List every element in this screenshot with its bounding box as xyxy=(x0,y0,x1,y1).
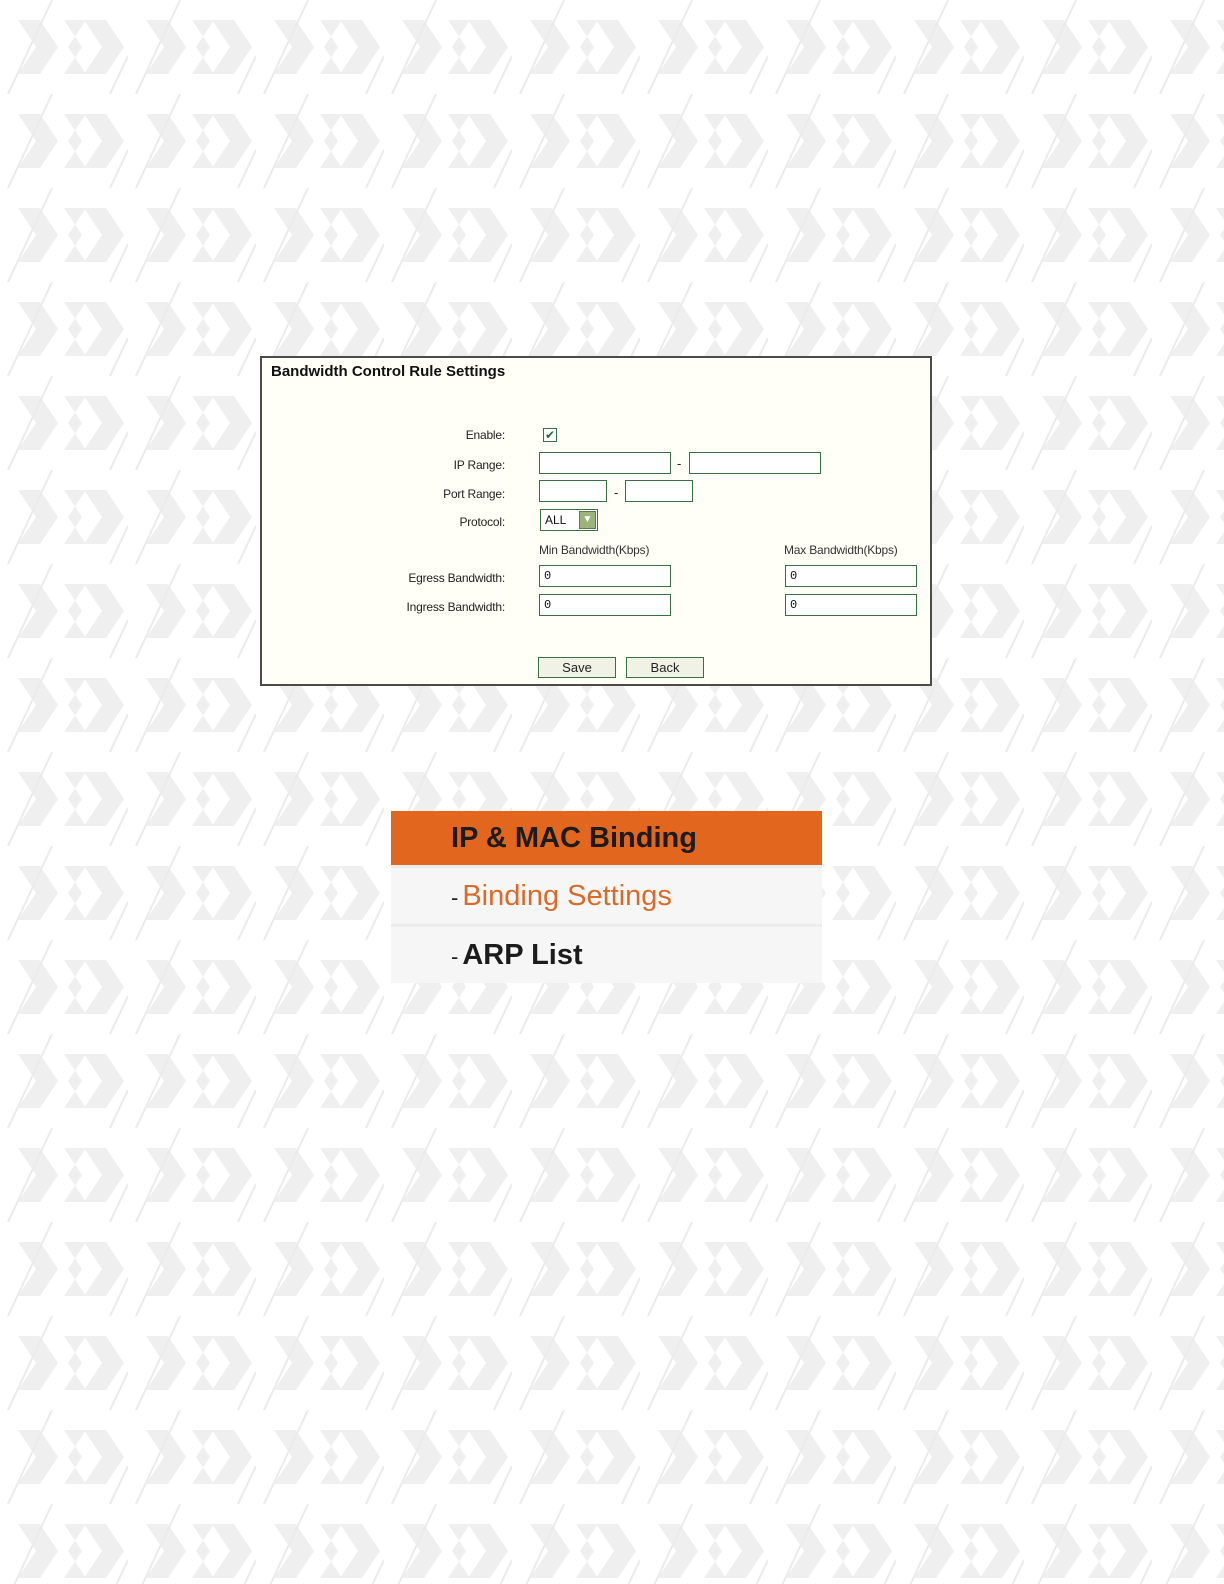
menu-item-label: Binding Settings xyxy=(462,880,672,912)
port-range-start-field[interactable] xyxy=(539,480,607,502)
ip-mac-binding-menu xyxy=(391,811,822,983)
egress-max-field[interactable]: 0 xyxy=(785,565,917,587)
ip-range-separator: - xyxy=(677,456,682,471)
egress-min-field[interactable]: 0 xyxy=(539,565,671,587)
panel-title: Bandwidth Control Rule Settings xyxy=(271,363,506,380)
protocol-label: Protocol: xyxy=(459,515,505,529)
max-bandwidth-column-header: Max Bandwidth(Kbps) xyxy=(784,543,898,557)
protocol-select[interactable] xyxy=(540,509,598,531)
min-bandwidth-column-header: Min Bandwidth(Kbps) xyxy=(539,543,650,557)
menu-item-bullet: - xyxy=(451,885,459,910)
enable-label: Enable: xyxy=(465,428,505,442)
menu-item-bullet: - xyxy=(451,944,459,969)
ingress-min-field[interactable]: 0 xyxy=(539,594,671,616)
save-button[interactable]: Save xyxy=(538,657,616,678)
port-range-separator: - xyxy=(614,485,619,500)
egress-bandwidth-label: Egress Bandwidth: xyxy=(408,571,505,585)
back-button[interactable]: Back xyxy=(626,657,704,678)
ingress-bandwidth-label: Ingress Bandwidth: xyxy=(406,600,505,614)
menu-header[interactable]: IP & MAC Binding xyxy=(391,811,822,865)
port-range-end-field[interactable] xyxy=(625,480,693,502)
protocol-selected-value: ALL xyxy=(545,513,567,527)
bandwidth-control-panel xyxy=(260,356,932,686)
checkmark-icon: ✔ xyxy=(544,428,556,442)
chevron-down-icon[interactable]: ▼ xyxy=(579,511,596,529)
menu-item-arp-list[interactable] xyxy=(391,924,822,983)
ip-range-end-field[interactable] xyxy=(689,452,821,474)
port-range-label: Port Range: xyxy=(443,487,505,501)
ingress-max-field[interactable]: 0 xyxy=(785,594,917,616)
menu-item-label: ARP List xyxy=(462,939,583,971)
enable-checkbox[interactable] xyxy=(543,428,557,442)
ip-range-start-field[interactable] xyxy=(539,452,671,474)
ip-range-label: IP Range: xyxy=(453,458,505,472)
menu-item-binding-settings[interactable] xyxy=(391,865,822,924)
